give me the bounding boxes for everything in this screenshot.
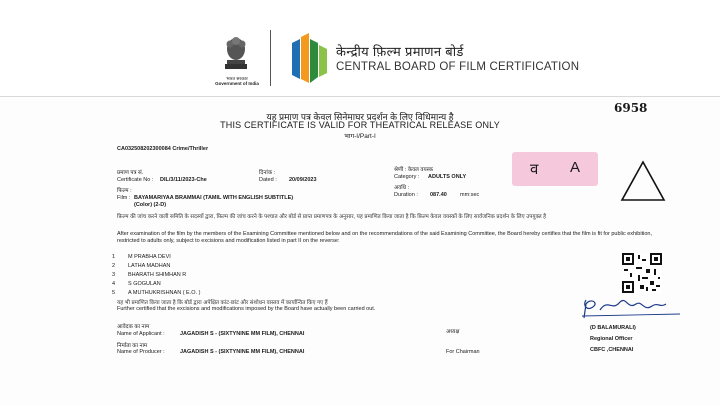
exam-text: After examination of the film by the members of the Examining Committee mentioned below and on the recommendations of the said Examining Committee, the Board hereby certifies that the film is fit for public exhibition, restricted to adults only, subject to excisions and modification listed in part II on the reverse: <box>117 231 652 244</box>
category-label: Category : <box>394 174 420 180</box>
member-number: 3 <box>112 272 116 278</box>
header-rule <box>0 96 720 97</box>
member-name: S GOGULAN <box>128 281 161 287</box>
producer-hindi: निर्माता का नाम <box>117 343 148 349</box>
applicant-hindi: आवेदक का नाम <box>117 324 150 330</box>
rating-hindi: व <box>530 161 539 178</box>
member-number: 1 <box>112 254 116 260</box>
board-name: CENTRAL BOARD OF FILM CERTIFICATION <box>336 61 580 73</box>
applicant-label: Name of Applicant : <box>117 331 165 337</box>
duration-unit: mm:sec <box>460 192 480 198</box>
duration-label: Duration : <box>394 192 418 198</box>
cert-no-hindi: प्रमाण पत्र सं. <box>117 170 144 176</box>
officer-signature <box>578 292 688 320</box>
board-name-hindi: केन्द्रीय फ़िल्म प्रमाणन बोर्ड <box>336 44 464 59</box>
category-hindi: श्रेणी : केवल वयस्क <box>394 167 434 173</box>
member-name: LATHA MADHAN <box>128 263 171 269</box>
applicant-value: JAGADISH S - (SIXTYNINE MM FILM), CHENNAI <box>180 331 305 337</box>
header-divider <box>270 30 271 86</box>
member-number: 5 <box>112 290 116 296</box>
duration-value: 087.40 <box>430 192 447 198</box>
validity-hindi: यह प्रमाण पत्र केवल सिनेमाघर प्रदर्शन के लिए विधिमान्य है <box>266 112 454 122</box>
film-label: Film : <box>117 195 131 201</box>
officer-office: CBFC ,CHENNAI <box>590 347 634 353</box>
date-value: 20/09/2023 <box>289 177 317 183</box>
officer-title: Regional Officer <box>590 336 633 342</box>
part-label: भाग-I/Part-I <box>344 133 376 140</box>
cert-no-value: DIL/3/11/2023-Che <box>160 177 207 183</box>
validity-statement: THIS CERTIFICATE IS VALID FOR THEATRICAL RELEASE ONLY <box>220 120 500 130</box>
adult-triangle-icon <box>620 160 666 202</box>
for-chairman: For Chairman <box>446 349 480 355</box>
rating-letter: A <box>570 159 581 176</box>
cbfc-logo-icon <box>290 33 330 85</box>
certificate-header <box>0 0 720 96</box>
film-hindi: फिल्म : <box>117 188 132 194</box>
certificate-serial: 6958 <box>614 101 648 115</box>
rating-badge <box>512 152 598 186</box>
member-number: 4 <box>112 281 116 287</box>
member-name: BHARATH SHIMHAN R <box>128 272 187 278</box>
national-emblem-icon <box>221 34 251 72</box>
exam-text-hindi: फ़िल्म की जांच करने वाली समिति के सदस्यों द्वारा, फ़िल्म की जांच करने के पश्चात और बोर्ड से प्राप्त प्रमाणपत्र के अनुसार, यह प्रमाणित किया जाता है कि फ़िल्म केवल वयस्कों के लिए सार्वजनिक प्रदर्शन के लिए उपयुक्त है <box>117 214 547 220</box>
member-number: 2 <box>112 263 116 269</box>
further-hindi: यह भी प्रमाणित किया जाता है कि बोर्ड द्वारा अपेक्षित कांट-छांट और संशोधन वास्तव में कार्यान्वित किए गए हैं <box>117 300 328 306</box>
emblem-caption: भारत सरकार Government of India <box>215 76 259 86</box>
producer-value: JAGADISH S - (SIXTYNINE MM FILM), CHENNAI <box>180 349 305 355</box>
category-value: ADULTS ONLY <box>428 174 467 180</box>
film-title: BAYAMARIYAA BRAMMAI (TAMIL WITH ENGLISH SUBTITLE) <box>134 195 294 201</box>
cert-no-label: Certificate No : <box>117 177 154 183</box>
member-name: A MUTHUKRISHNAN ( E.O. ) <box>128 290 201 296</box>
chairman-hindi: अध्यक्ष <box>446 329 460 335</box>
film-format: (Color) (2-D) <box>134 202 167 208</box>
qr-code-icon <box>622 253 662 293</box>
date-hindi: दिनांक : <box>259 170 276 176</box>
producer-label: Name of Producer : <box>117 349 165 355</box>
officer-name: (D BALAMURALI) <box>590 325 636 331</box>
member-name: M PRABHA DEVI <box>128 254 171 260</box>
further-text: Further certified that the excisions and modifications imposed by the Board have actually been carried out. <box>117 306 376 312</box>
date-label: Dated : <box>259 177 277 183</box>
reference-code: CA032508202300084 Crime/Thriller <box>117 146 209 152</box>
duration-hindi: अवधि : <box>394 185 410 191</box>
